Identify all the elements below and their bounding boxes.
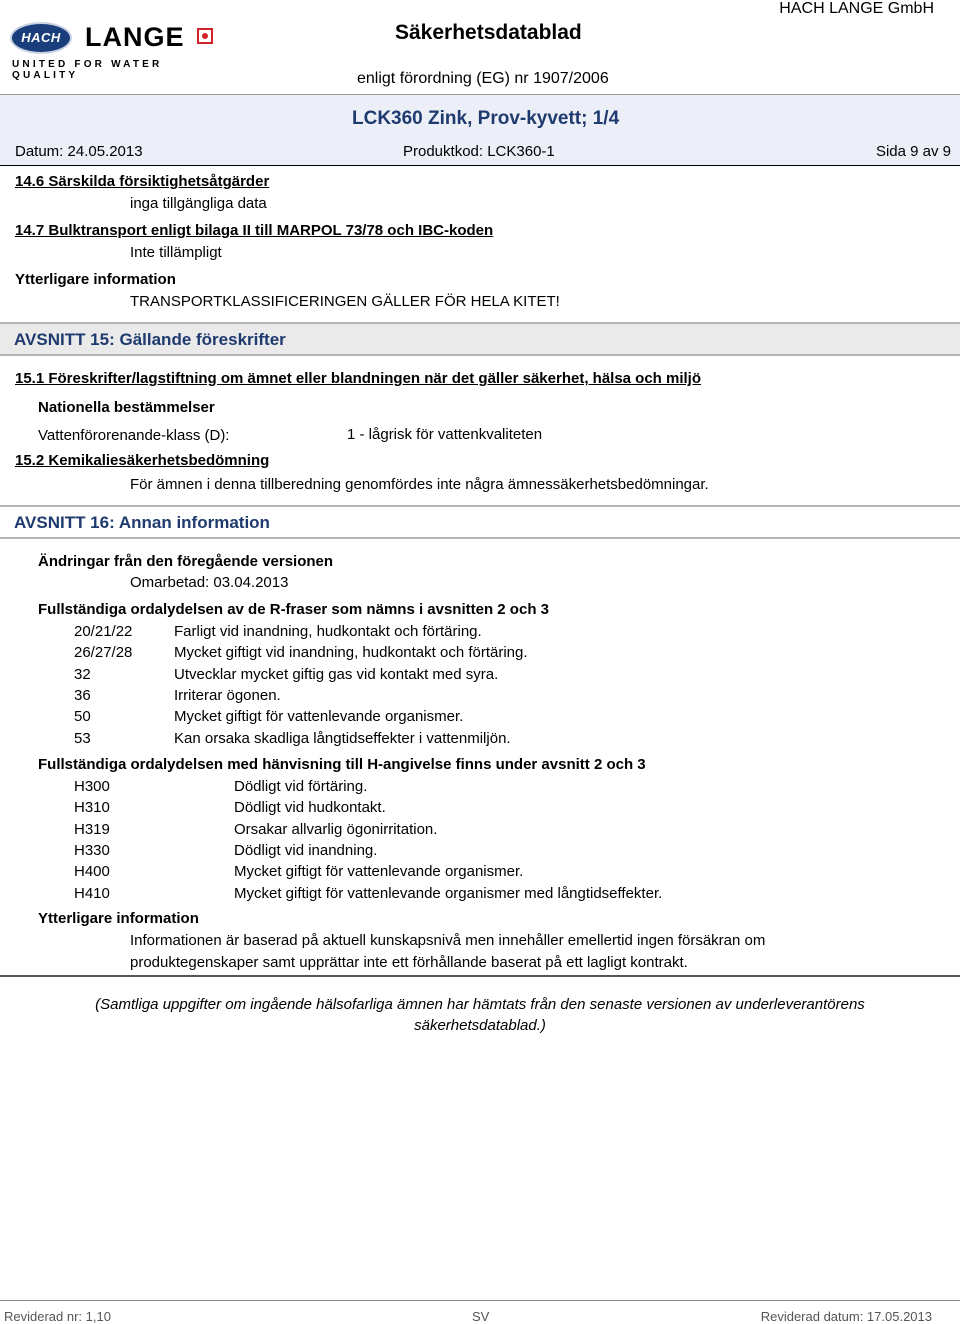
r-phrase-code: 53 (74, 729, 91, 747)
value-14-7: Inte tillämpligt (130, 244, 222, 261)
value-14-6: inga tillgängliga data (130, 195, 267, 212)
footer-revision: Reviderad nr: 1,10 (4, 1309, 111, 1324)
h-phrase-code: H330 (74, 841, 110, 859)
hach-lange-logo (10, 20, 222, 81)
r-phrase-text: Utvecklar mycket giftig gas vid kontakt med syra. (174, 665, 499, 683)
heading-14-6: 14.6 Särskilda försiktighetsåtgärder (15, 173, 270, 190)
h-phrase-text: Dödligt vid inandning. (234, 841, 378, 859)
r-phrase-text: Farligt vid inandning, hudkontakt och förtäring. (174, 623, 482, 640)
r-phrases-title: Fullständiga ordalydelsen av de R-fraser som nämns i avsnitten 2 och 3 (38, 601, 549, 618)
logo-tagline: UNITED FOR WATER QUALITY (12, 59, 163, 81)
logo-brand: HACH (21, 30, 61, 45)
page-number: Sida 9 av 9 (875, 143, 951, 160)
r-phrase-text: Mycket giftigt vid inandning, hudkontakt och förtäring. (174, 644, 528, 662)
extra-info-line-2: produktegenskaper samt upprättar inte ett förhållande baserat på ett lagligt kontrakt. (130, 954, 688, 971)
r-phrase-text: Mycket giftigt för vattenlevande organismer. (174, 708, 464, 726)
extra-info-line-1: Informationen är baserad på aktuell kunskapsnivå men innehåller emellertid ingen försäkran om (130, 932, 766, 949)
h-phrase-code: H410 (74, 884, 110, 902)
r-phrase-text: Irriterar ögonen. (174, 686, 281, 704)
national-regulations: Nationella bestämmelser (38, 399, 215, 416)
regulation: enligt förordning (EG) nr 1907/2006 (357, 70, 609, 87)
section-16-title: AVSNITT 16: Annan information (14, 513, 270, 532)
disclaimer-line-1: (Samtliga uppgifter om ingående hälsofarliga ämnen har hämtats från den senaste versionen av underleverantörens (95, 996, 865, 1013)
r-phrase-code: 20/21/22 (74, 623, 133, 640)
wgk-label: Vattenförorenande-klass (D): (38, 427, 230, 444)
document-date: Datum: 24.05.2013 (15, 143, 143, 160)
section-16-bar (0, 505, 960, 539)
logo-name: LANGE (85, 22, 185, 52)
company-name: HACH LANGE GmbH (779, 0, 934, 17)
h-phrases-title: Fullständiga ordalydelsen med hänvisning till H-angivelse finns under avsnitt 2 och 3 (38, 756, 646, 773)
h-phrase-code: H310 (74, 799, 110, 817)
value-15-2: För ämnen i denna tillberedning genomfördes inte några ämnessäkerhetsbedömningar. (130, 476, 709, 493)
header-divider (0, 165, 960, 166)
r-phrase-code: 36 (74, 686, 91, 704)
extra-info-label-14: Ytterligare information (15, 271, 176, 288)
r-phrase-code: 26/27/28 (74, 644, 133, 662)
footer-divider (0, 1300, 960, 1301)
section-15-title: AVSNITT 15: Gällande föreskrifter (14, 330, 286, 349)
section-15-bar (0, 322, 960, 356)
r-phrase-code: 50 (74, 708, 91, 726)
r-phrase-code: 32 (74, 665, 91, 683)
h-phrase-code: H300 (74, 778, 110, 795)
h-phrase-code: H400 (74, 863, 110, 881)
section-16-divider (0, 975, 960, 977)
h-phrase-text: Orsakar allvarlig ögonirritation. (234, 820, 438, 838)
footer-revision-date: Reviderad datum: 17.05.2013 (760, 1309, 932, 1324)
h-phrase-text: Mycket giftigt för vattenlevande organismer med långtidseffekter. (234, 884, 663, 902)
heading-14-7: 14.7 Bulktransport enligt bilaga II till MARPOL 73/78 och IBC-koden (15, 222, 494, 239)
footer-language: SV (472, 1309, 490, 1324)
extra-info-label-16: Ytterligare information (38, 910, 199, 927)
heading-15-1: 15.1 Föreskrifter/lagstiftning om ämnet eller blandningen när det gäller säkerhet, hälsa och miljö (15, 370, 702, 387)
changes-title: Ändringar från den föregående versionen (38, 553, 334, 570)
product-name: LCK360 Zink, Prov-kyvett; 1/4 (352, 108, 620, 129)
h-phrase-text: Dödligt vid förtäring. (234, 778, 368, 795)
extra-info-value-14: TRANSPORTKLASSIFICERINGEN GÄLLER FÖR HELA KITET! (130, 293, 560, 310)
r-phrase-text: Kan orsaka skadliga långtidseffekter i vattenmiljön. (174, 729, 511, 747)
hach-logo-icon (10, 22, 72, 54)
heading-15-2: 15.2 Kemikaliesäkerhetsbedömning (15, 452, 270, 469)
h-phrase-code: H319 (74, 820, 110, 838)
h-phrase-text: Dödligt vid hudkontakt. (234, 799, 386, 817)
h-phrase-text: Mycket giftigt för vattenlevande organismer. (234, 863, 524, 881)
lange-mark-icon (197, 28, 213, 44)
wgk-value: 1 - lågrisk för vattenkvaliteten (347, 426, 543, 443)
document-title: Säkerhetsdatablad (395, 21, 582, 44)
changes-value: Omarbetad: 03.04.2013 (130, 574, 289, 591)
product-code: Produktkod: LCK360-1 (403, 143, 555, 160)
disclaimer-line-2: säkerhetsdatablad.) (414, 1017, 546, 1034)
